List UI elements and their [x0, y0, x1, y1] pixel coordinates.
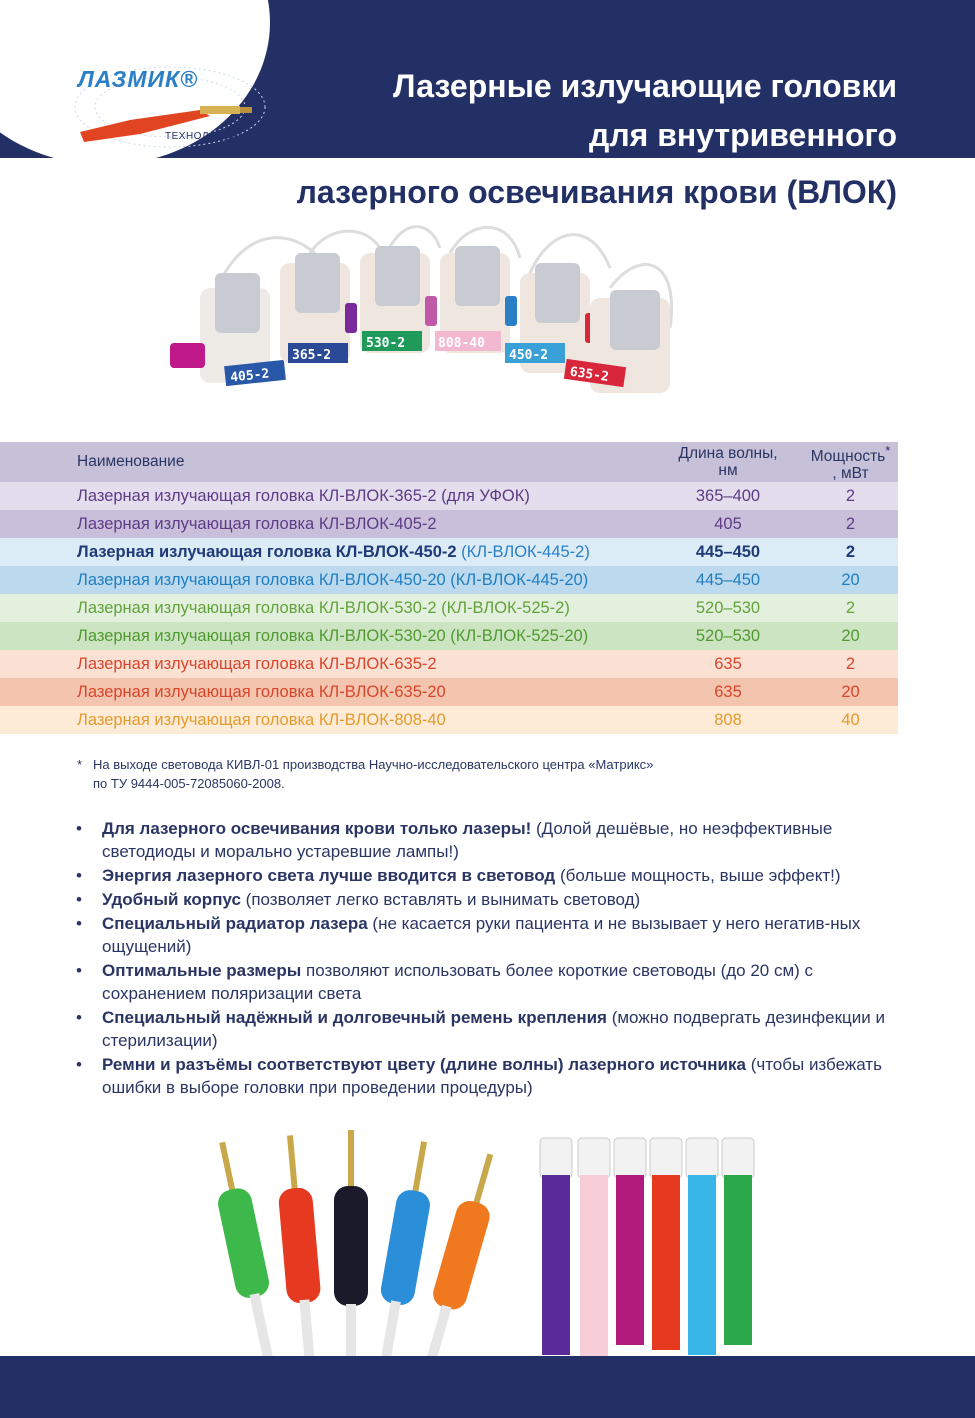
header-wavelength: Длина волны, нм [653, 442, 803, 482]
list-item: • Энергия лазерного света лучше вводится в световод (больше мощность, выше эффект!) [76, 864, 900, 887]
row-wavelength: 445–450 [695, 570, 761, 589]
page-title [393, 62, 897, 160]
row-power: 2 [845, 486, 856, 505]
table-row [0, 706, 898, 734]
row-wavelength: 445–450 [695, 542, 761, 561]
row-name: Лазерная излучающая головка КЛ-ВЛОК-450-2 (КЛ-ВЛОК-445-2) [77, 542, 590, 561]
row-name: Лазерная излучающая головка КЛ-ВЛОК-365-2 (для УФОК) [77, 486, 530, 505]
head-label-808: 808-40 [438, 336, 485, 351]
head-405 [170, 273, 286, 386]
head-label-450: 450-2 [509, 348, 549, 363]
head-808 [435, 246, 517, 353]
row-power: 2 [845, 654, 856, 673]
row-name: Лазерная излучающая головка КЛ-ВЛОК-635-20 [77, 682, 446, 701]
table-row [0, 594, 898, 622]
row-wavelength: 808 [714, 710, 742, 729]
title-line-3: лазерного освечивания крови (ВЛОК) [296, 174, 897, 210]
head-label-405: 405-2 [229, 366, 271, 386]
row-wavelength: 520–530 [695, 626, 761, 645]
row-wavelength: 635 [714, 654, 742, 673]
head-365 [280, 253, 357, 363]
list-item: • Специальный надёжный и долговечный ремень крепления (можно подвергать дезинфекции и стерилизации) [76, 1006, 900, 1052]
connectors-photo [206, 1130, 507, 1378]
footnote-line-2: по ТУ 9444-005-72085060-2008. [93, 776, 285, 791]
list-item: • Ремни и разъёмы соответствуют цвету (длине волны) лазерного источника (чтобы избежать ошибки в выборе головки при проведении процедуры) [76, 1053, 900, 1099]
row-name: Лазерная излучающая головка КЛ-ВЛОК-808-40 [77, 710, 446, 729]
table-header [0, 442, 898, 482]
title-line-1: Лазерные излучающие головки [393, 68, 897, 104]
row-name: Лазерная излучающая головка КЛ-ВЛОК-405-2 [77, 514, 437, 533]
head-label-635: 635-2 [568, 364, 610, 385]
row-name: Лазерная излучающая головка КЛ-ВЛОК-530-20 (КЛ-ВЛОК-525-20) [77, 626, 589, 645]
head-450 [505, 263, 597, 373]
row-power: 20 [841, 626, 860, 645]
logo-text: ЛАЗМИК® [78, 66, 199, 92]
row-power: 2 [845, 598, 856, 617]
row-power: 20 [841, 682, 860, 701]
table-row [0, 622, 898, 650]
footnote [77, 755, 653, 793]
row-power: 2 [845, 542, 856, 561]
straps-photo [540, 1138, 754, 1360]
row-wavelength: 405 [714, 514, 742, 533]
header-name: Наименование [0, 442, 653, 482]
list-item: • Удобный корпус (позволяет легко вставлять и вынимать световод) [76, 888, 900, 911]
table-row [0, 650, 898, 678]
list-item: • Специальный радиатор лазера (не касается руки пациента и не вызывает у него негатив-ных ощущений) [76, 912, 900, 958]
row-name: Лазерная излучающая головка КЛ-ВЛОК-450-20 (КЛ-ВЛОК-445-20) [77, 570, 589, 589]
table-row [0, 510, 898, 538]
head-530 [360, 246, 437, 353]
row-wavelength: 365–400 [695, 486, 761, 505]
row-power: 40 [841, 710, 860, 729]
table-row [0, 566, 898, 594]
list-item: • Оптимальные размеры позволяют использовать более короткие световоды (до 20 см) с сохранением поляризации света [76, 959, 900, 1005]
footnote-asterisk: * [77, 757, 83, 772]
row-name: Лазерная излучающая головка КЛ-ВЛОК-530-2 (КЛ-ВЛОК-525-2) [77, 598, 570, 617]
row-power: 2 [845, 514, 856, 533]
header-power: Мощность* , мВт [803, 442, 898, 482]
spec-table [0, 442, 898, 734]
title-line-2: для внутривенного [589, 117, 897, 153]
footer-band [0, 1356, 975, 1418]
head-label-530: 530-2 [366, 336, 406, 351]
row-wavelength: 520–530 [695, 598, 761, 617]
table-row [0, 482, 898, 510]
list-item: • Для лазерного освечивания крови только лазеры! (Долой дешёвые, но неэффективные светодиоды и морально устаревшие лампы!) [76, 817, 900, 863]
features-list [76, 817, 900, 1100]
footnote-line-1: На выходе световода КИВЛ-01 производства Научно-исследовательского центра «Матрикс» [93, 757, 654, 772]
logo-subtitle: ТЕХНОЛОГИЯ [165, 131, 239, 142]
table-row [0, 678, 898, 706]
table-row [0, 538, 898, 566]
row-power: 20 [841, 570, 860, 589]
connectors-straps-photo [200, 1130, 930, 1380]
head-label-365: 365-2 [292, 348, 332, 363]
row-name: Лазерная излучающая головка КЛ-ВЛОК-635-2 [77, 654, 437, 673]
laser-heads-photo [170, 218, 690, 418]
row-wavelength: 635 [714, 682, 742, 701]
